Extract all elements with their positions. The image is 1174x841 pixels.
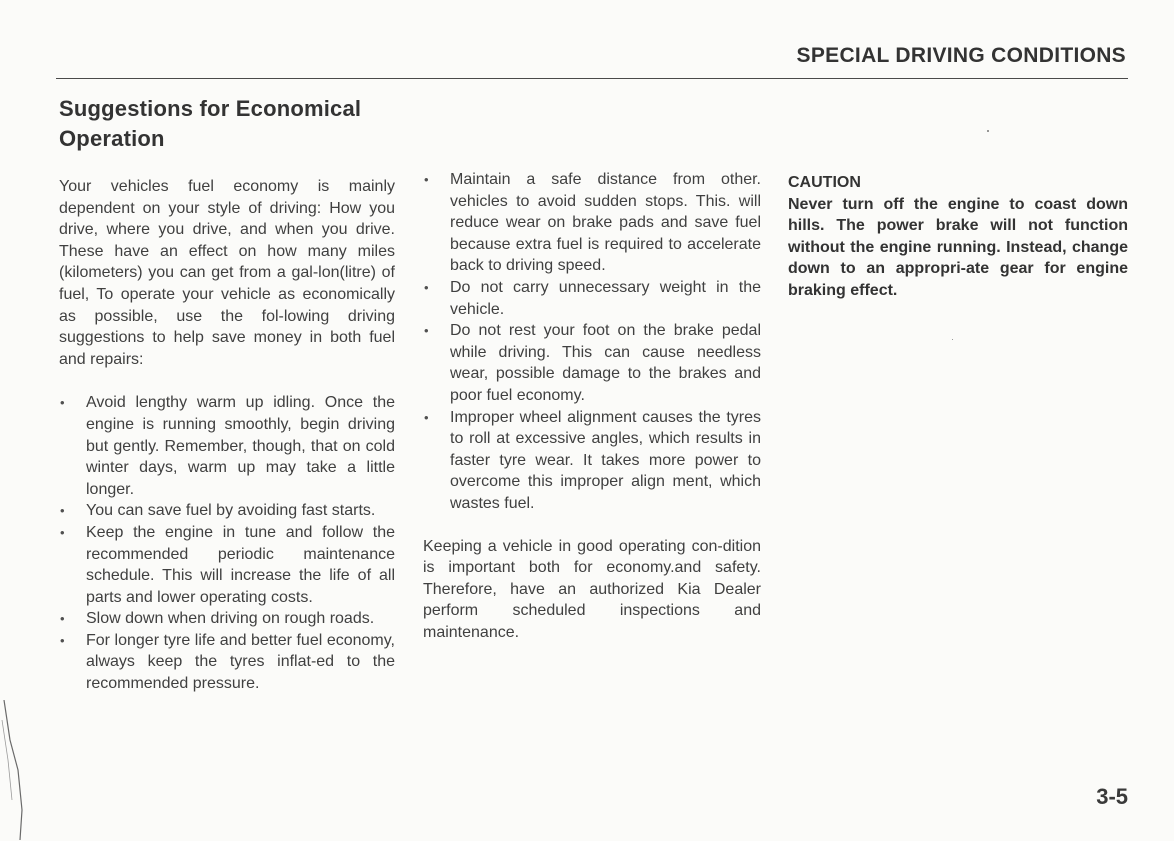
column-2: [423, 169, 761, 643]
page-number: 3-5: [1096, 784, 1128, 809]
list-item-text: Maintain a safe distance from other. vehicles to avoid sudden stops. This. will reduce wear on brake pads and save fuel because extra fuel is required to accelerate back to driving speed.: [450, 171, 761, 275]
bullet-icon: •: [60, 503, 65, 519]
bullet-icon: •: [424, 279, 429, 295]
list-item: [423, 169, 761, 277]
list-item-text: Do not rest your foot on the brake pedal while driving. This can cause needless wear, possible damage to the brakes and poor fuel economy.: [450, 322, 761, 404]
list-item-text: Avoid lengthy warm up idling. Once the engine is running smoothly, begin driving but gently. Remember, though, that on cold winter days, warm up may take a little longer.: [86, 394, 395, 498]
list-item-text: Do not carry unnecessary weight in the vehicle.: [450, 278, 761, 318]
list-item: [59, 630, 395, 695]
scan-speck: [952, 339, 953, 340]
list-item-text: Improper wheel alignment causes the tyres to roll at excessive angles, which results in faster tyre wear. It takes more power to overcome this improper align ment, which wastes fuel.: [450, 408, 761, 512]
list-item: [423, 407, 761, 515]
list-item-text: Keep the engine in tune and follow the recommended periodic maintenance schedule. This will increase the life of all parts and lower operating costs.: [86, 523, 395, 606]
bullet-icon: •: [60, 632, 65, 648]
header-rule: [56, 78, 1128, 79]
scan-speck: [987, 130, 989, 132]
list-item-text: Slow down when driving on rough roads.: [86, 610, 375, 628]
bullet-icon: •: [424, 172, 429, 187]
list-item: [59, 392, 395, 500]
list-item: [59, 608, 395, 630]
list-item-text: You can save fuel by avoiding fast starts.: [86, 502, 376, 520]
section-title: Suggestions for Economical Operation: [59, 96, 362, 151]
list-item: [59, 522, 395, 608]
list-item-text: For longer tyre life and better fuel economy, always keep the tyres inflat-ed to the recommended pressure.: [86, 631, 395, 693]
col1-bullet-list: [59, 392, 395, 694]
closing-paragraph: Keeping a vehicle in good operating con-dition is important both for economy.and safety. Therefore, have an authorized Kia Dealer perform scheduled inspections and maintenance.: [423, 537, 761, 641]
page-header-title: SPECIAL DRIVING CONDITIONS: [796, 44, 1126, 67]
bullet-icon: •: [424, 409, 429, 425]
bullet-icon: •: [60, 611, 65, 627]
col2-bullet-list: [423, 169, 761, 515]
list-item: [59, 500, 395, 522]
list-item: [423, 277, 761, 320]
caution-title: CAUTION: [788, 174, 861, 191]
column-1: [59, 176, 395, 695]
bullet-icon: •: [424, 323, 429, 339]
list-item: [423, 320, 761, 406]
caution-box: [788, 172, 1128, 302]
bullet-icon: •: [60, 524, 65, 540]
page-edge-shadow: [0, 700, 24, 840]
intro-paragraph: Your vehicles fuel economy is mainly dependent on your style of driving: How you drive, where you drive, and when you drive. These have an effect on how many miles (kilometers) you can get from a gal-lon(litre) of fuel, To operate your vehicle as economically as possible, use the fol-lowing driving suggestions to help save money in both fuel and repairs:: [59, 178, 395, 368]
bullet-icon: •: [60, 395, 65, 411]
caution-text: Never turn off the engine to coast down hills. The power brake will not function without the engine running. Instead, change down to an appropri-ate gear for engine braking effect.: [788, 195, 1128, 299]
